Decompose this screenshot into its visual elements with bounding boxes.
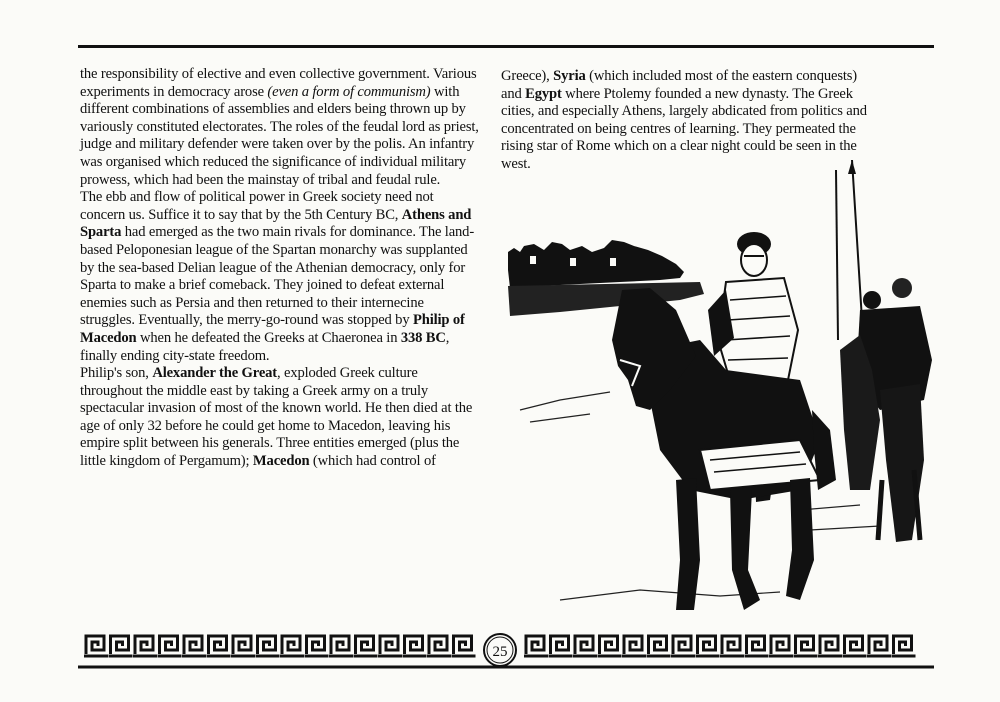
greek-key-motif — [747, 636, 765, 654]
greek-key-motif — [771, 636, 789, 654]
greek-key-motif — [722, 636, 740, 654]
greek-key-motif — [307, 636, 325, 654]
greek-key-motif — [233, 636, 251, 654]
greek-key-motif — [331, 636, 349, 654]
greek-key-motif — [526, 636, 544, 654]
left-text-column — [80, 66, 480, 471]
greek-key-motif — [380, 636, 398, 654]
background-riders-image — [836, 160, 932, 542]
greek-key-motif — [429, 636, 447, 654]
greek-key-motif — [86, 636, 104, 654]
greek-key-motif — [282, 636, 300, 654]
greek-key-motif — [405, 636, 423, 654]
greek-key-motif — [698, 636, 716, 654]
top-rule — [78, 45, 934, 48]
greek-key-motif — [575, 636, 593, 654]
greek-key-motif — [869, 636, 887, 654]
paragraph-alexander: Philip's son, Alexander the Great, exploded Greek culture throughout the middle east by taking a Greek army on a truly spectacular invasion of most of the known world. He then died at the age of only 32 before he could get home to Macedon, leaving his empire split between his generals. Three entities emerged (plus the little kingdom of Pergamum); Macedon (which had control of — [80, 365, 473, 470]
cavalry-riders-illustration — [500, 160, 940, 630]
greek-key-motif — [845, 636, 863, 654]
page-number: 25 — [492, 643, 508, 660]
paragraph-athens-sparta: The ebb and flow of political power in Greek society need not concern us. Suffice it to say that by the 5th Century BC, Athens and Sparta had emerged as the two main rivals for dominance. The land-based Peloponesian league of the Spartan monarchy was supplanted by the sea-based Delian league of the Athenian democracy, only for Sparta to make a brief comeback. They joined to defeat external enemies such as Persia and then returned to their internecine struggles. Eventually, the merry-go-round was stopped by Philip of Macedon when he defeated the Greeks at Chaeronea in 338 BC, finally ending city-state freedom. — [80, 189, 475, 364]
paragraph-successors: Greece), Syria (which included most of the eastern conquests) and Egypt where Ptolemy founded a new dynasty. The Greek cities, and especially Athens, largely abdicated from politics and concentrated on being centres of learning. They permeated the rising star of Rome which on a clear night could be seen in the west. — [501, 68, 867, 172]
greek-key-motif — [820, 636, 838, 654]
greek-key-motif — [796, 636, 814, 654]
greek-key-motif — [894, 636, 912, 654]
greek-key-motif — [135, 636, 153, 654]
greek-key-motif — [258, 636, 276, 654]
greek-key-motif — [184, 636, 202, 654]
greek-key-motif — [111, 636, 129, 654]
greek-key-motif — [209, 636, 227, 654]
paragraph-polis: the responsibility of elective and even collective government. Various experiments in democracy arose (even a form of communism) with different combinations of assemblies and elders being thrown up by variously constituted electorates. The roles of the feudal lord as priest, judge and military defender were taken over by the polis. An infantry was organised which reduced the significance of individual military prowess, which had been the mainstay of tribal and feudal rule. — [80, 66, 479, 188]
greek-key-motif — [624, 636, 642, 654]
greek-key-motif — [600, 636, 618, 654]
main-rider-image — [612, 232, 836, 610]
fortress-image — [508, 240, 704, 316]
greek-key-motif — [160, 636, 178, 654]
greek-key-motif — [356, 636, 374, 654]
greek-key-motif — [454, 636, 472, 654]
greek-key-motif — [673, 636, 691, 654]
right-text-column — [501, 68, 873, 174]
greek-key-motif — [551, 636, 569, 654]
greek-key-motif — [649, 636, 667, 654]
